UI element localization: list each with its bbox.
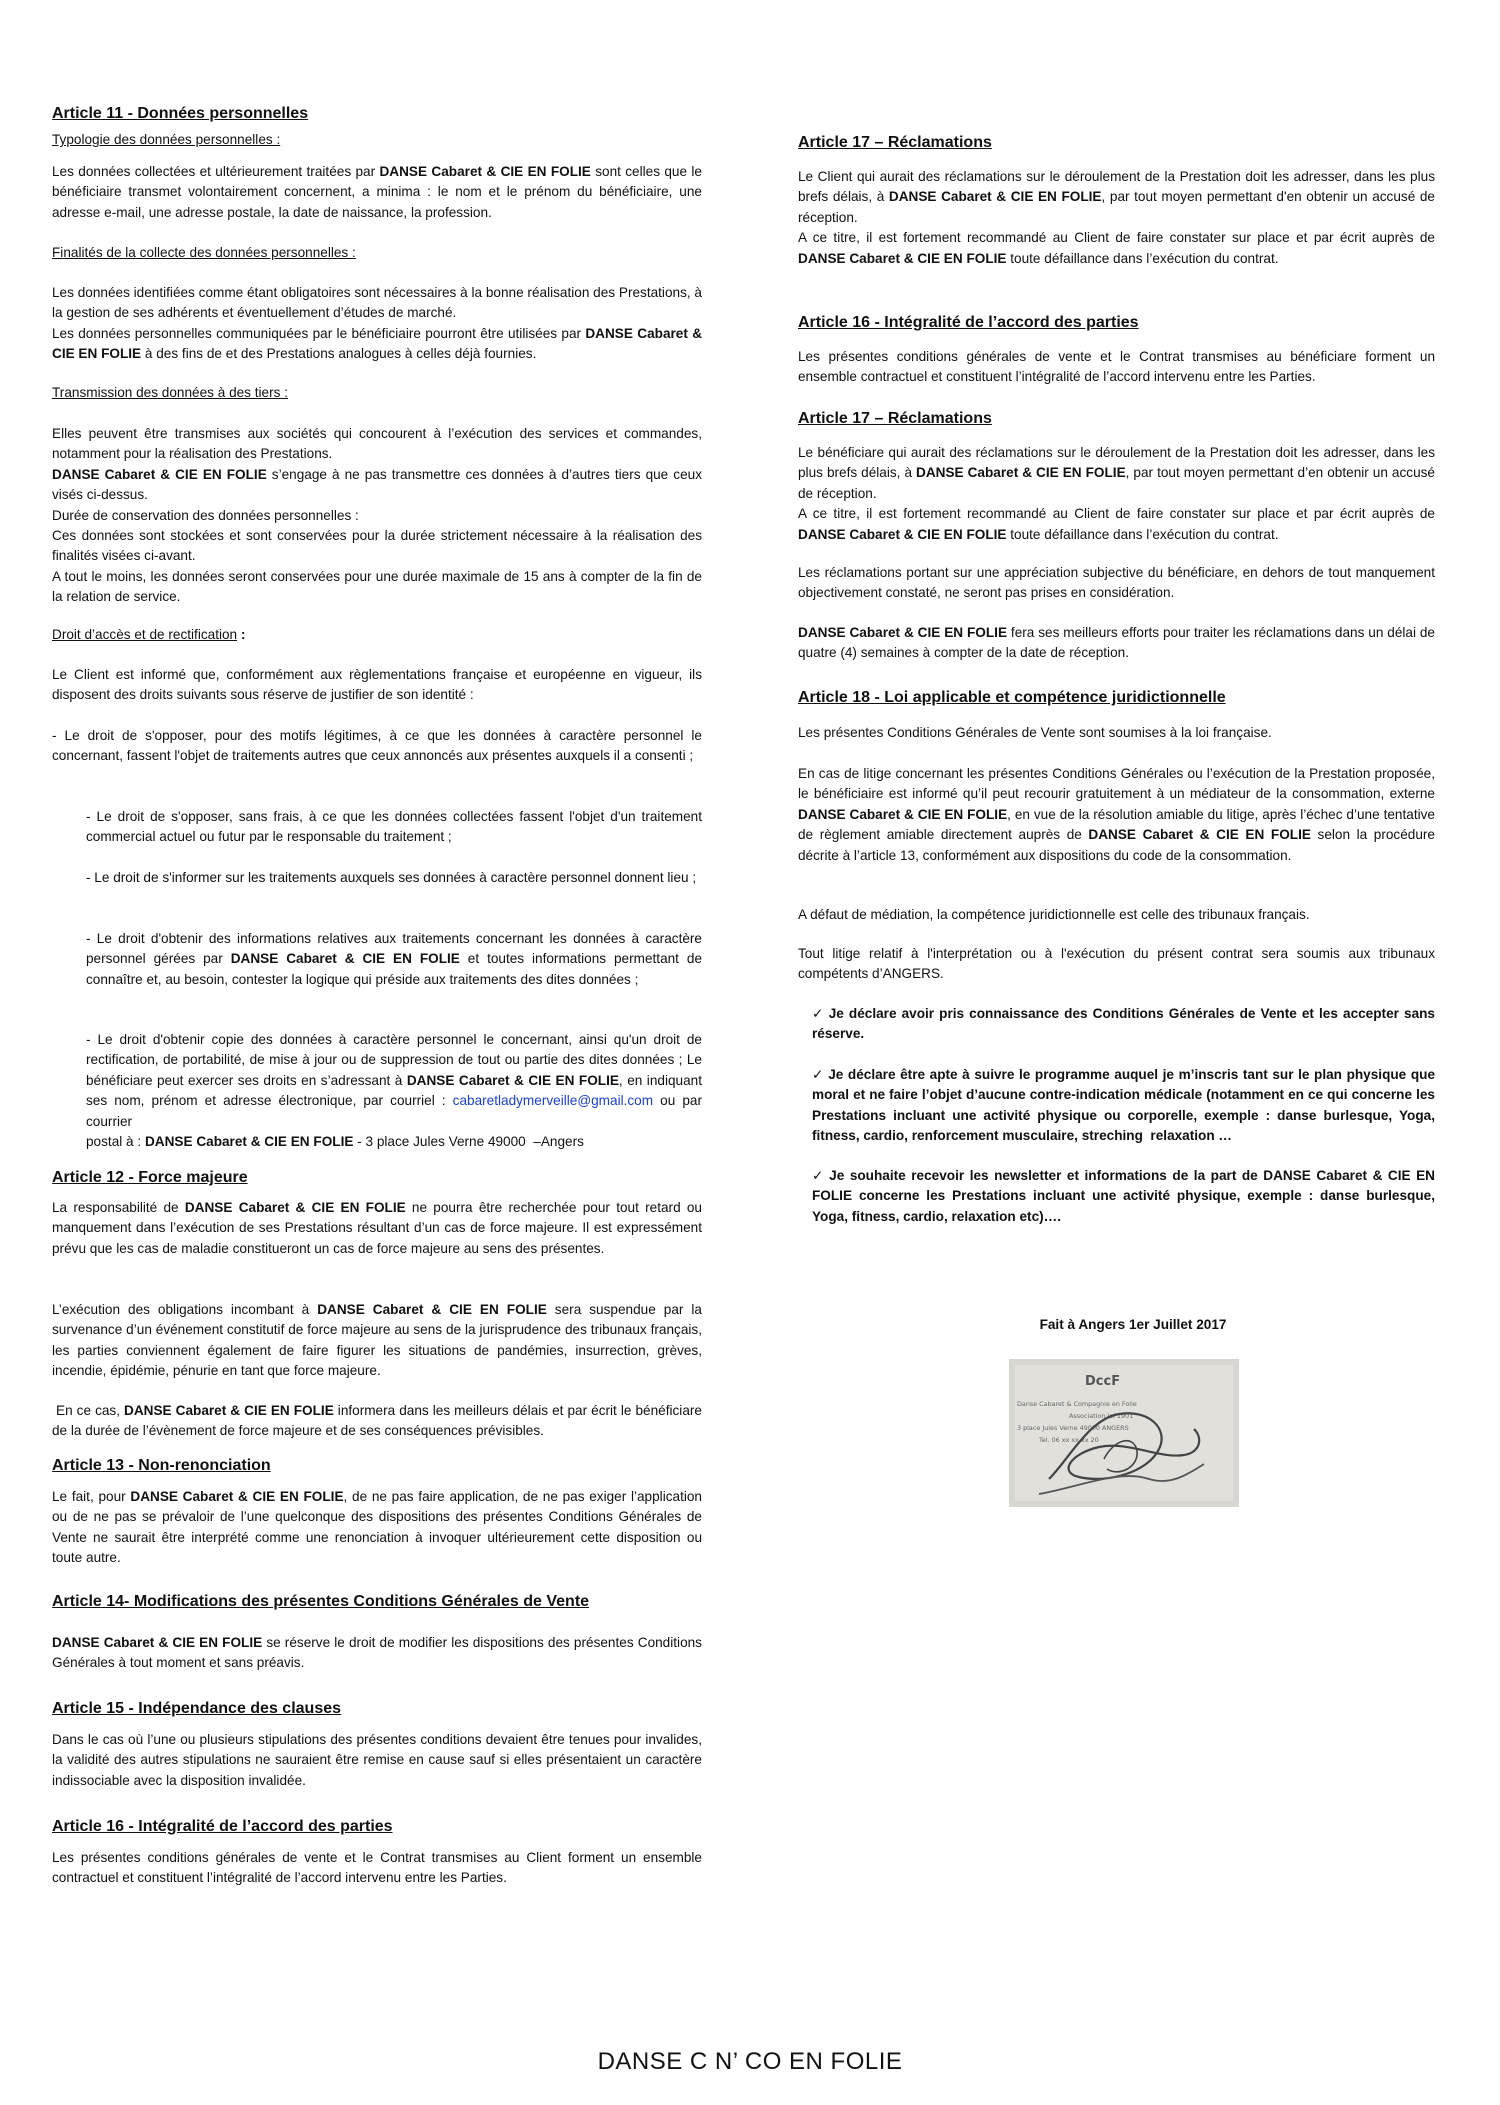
a11-subheading-typology: Typologie des données personnelles :: [52, 132, 281, 147]
article-15-title: Article 15 - Indépendance des clauses: [52, 1700, 342, 1717]
a11-paragraph-transmission: Elles peuvent être transmises aux sociétés qui concourent à l’exécution des services et commandes, notamment pour la réalisation des Prestations. DANSE Cabaret & CIE EN FOLIE s’engage à ne pas transmettre ces données à d’autres tiers que ceux visés ci-dessus. Durée de conservation des données personnelles : Ces données sont stockées et sont conservées pour la durée strictement nécessaire à la réalisation des finalités visées ci-avant. A tout le moins, les données seront conservées pour une durée maximale de 15 ans à compter de la fin de la relation de service.: [52, 426, 702, 605]
article-13-title: Article 13 - Non-renonciation: [52, 1457, 271, 1474]
a18-paragraph-3: A défaut de médiation, la compétence juridictionnelle est celle des tribunaux français.: [798, 907, 1310, 922]
a15-paragraph: Dans le cas où l’une ou plusieurs stipulations des présentes conditions devaient être tenues pour invalides, la validité des autres stipulations ne sauraient être remise en cause sauf si elles présentaient un caractère indissociable avec la disposition invalidée.: [52, 1732, 702, 1788]
stamp-line-3: 3 place Jules Verne 49000 ANGERS: [1017, 1424, 1129, 1432]
declaration-newsletter-optin[interactable]: ✓ Je souhaite recevoir les newsletter et informations de la part de DANSE Cabaret & CIE EN FOLIE concerne les Prestations incluant une activité physique, exemple : danse burlesque, Yoga, fitness, cardio, relaxation etc)….: [812, 1168, 1436, 1224]
article-11-title: Article 11 - Données personnelles: [52, 105, 309, 122]
a17a-paragraph: Le Client qui aurait des réclamations sur le déroulement de la Prestation doit les adresser, dans les plus brefs délais, à DANSE Cabaret & CIE EN FOLIE, par tout moyen permettant d'en obtenir un accusé de réception. A ce titre, il est fortement recommandé au Client de faire constater sur place et par écrit auprès de DANSE Cabaret & CIE EN FOLIE toute défaillance dans l’exécution du contrat.: [798, 169, 1435, 266]
a12-paragraph-3: En ce cas, DANSE Cabaret & CIE EN FOLIE informera dans les meilleurs délais et par écrit le bénéficiare de la durée de l’évènement de force majeure et de ses conséquences prévisibles.: [52, 1403, 702, 1439]
a11-right-copy-rectify: - Le droit d'obtenir copie des données à caractère personnel le concernant, ainsi qu'un droit de rectification, de portabilité, de mise à jour ou de suppression de tout ou partie des dites données ; Le bénéficiare peut exercer ses droits en s’adressant à DANSE Cabaret & CIE EN FOLIE, en indiquant ses nom, prénom et adresse électronique, par courriel : cabaretladymerveille@gmail.com ou par courrier postal à : DANSE Cabaret & CIE EN FOLIE - 3 place Jules Verne 49000 –Angers: [86, 1032, 702, 1150]
a11-paragraph-typology: Les données collectées et ultérieurement traitées par DANSE Cabaret & CIE EN FOLIE sont celles que le bénéficiaire transmet volontairement concernent, a minima : le nom et le prénom du bénéficiaire, une adresse e-mail, une adresse postale, la date de naissance, la profession.: [52, 164, 702, 220]
article-17b-title: Article 17 – Réclamations: [798, 410, 992, 427]
article-14-title: Article 14- Modifications des présentes Conditions Générales de Vente: [52, 1593, 590, 1610]
checkmark-icon: ✓: [812, 1006, 825, 1021]
stamp-title: DccF: [1085, 1374, 1121, 1389]
a11-subheading-transmission: Transmission des données à des tiers :: [52, 385, 288, 400]
a17b-paragraph-1: Le bénéficiare qui aurait des réclamations sur le déroulement de la Prestation doit les adresser, dans les plus brefs délais, à DANSE Cabaret & CIE EN FOLIE, par tout moyen permettant d’en obtenir un accusé de réception. A ce titre, il est fortement recommandé au Client de faire constater sur place et par écrit auprès de DANSE Cabaret & CIE EN FOLIE toute défaillance dans l’exécution du contrat.: [798, 445, 1435, 542]
signature-stamp: [1009, 1359, 1239, 1507]
a11-right-oppose-free: - Le droit de s'opposer, sans frais, à ce que les données collectées fassent l'objet d'un traitement commercial actuel ou futur par le responsable du traitement ;: [86, 809, 702, 845]
page-footer: DANSE C N’ CO EN FOLIE: [597, 2048, 903, 2075]
a13-paragraph: Le fait, pour DANSE Cabaret & CIE EN FOLIE, de ne pas faire application, de ne pas exiger l’application ou de ne pas se prévaloir de l’une quelconque des dispositions des présentes Conditions Générales de Vente ne saurait être interprété comme une renonciation à invoquer ultérieurement cette disposition ou toute autre.: [52, 1489, 702, 1566]
a17b-paragraph-2: Les réclamations portant sur une appréciation subjective du bénéficiare, en dehors de tout manquement objectivement constaté, ne seront pas prises en considération.: [798, 565, 1435, 601]
a12-paragraph-1: La responsabilité de DANSE Cabaret & CIE EN FOLIE ne pourra être recherchée pour tout retard ou manquement dans l’exécution de ses Prestations résultant d’un cas de force majeure. Il est expressément prévu que les cas de maladie constitueront un cas de force majeure au sens des présentes.: [52, 1200, 702, 1256]
a11-paragraph-purposes: Les données identifiées comme étant obligatoires sont nécessaires à la bonne réalisation des Prestations, à la gestion de ses adhérents et éventuellement d’études de marché. Les données personnelles communiquées par le bénéficiaire pourront être utilisées par DANSE Cabaret & CIE EN FOLIE à des fins de et des Prestations analogues à celles déjà fournies.: [52, 285, 703, 362]
declaration-medical-fitness[interactable]: ✓ Je déclare être apte à suivre le programme auquel je m’inscris tant sur le plan physique que moral et ne faire l’objet d’aucune contre-indication médicale (notamment en ce qui concerne les Prestations incluant une activité physique ou corporelle, exemple : danse burlesque, Yoga, fitness, cardio, renforcement musculaire, streching relaxation …: [812, 1067, 1435, 1144]
stamp-paper: [1015, 1365, 1233, 1501]
a11-right-obtain-info: - Le droit d'obtenir des informations relatives aux traitements concernant les données à caractère personnel gérées par DANSE Cabaret & CIE EN FOLIE et toutes informations permettant de connaître et, au besoin, contester la logique qui préside aux traitements des dites données ;: [86, 931, 703, 987]
a11-subheading-access-rights: Droit d’accès et de rectification :: [52, 627, 246, 642]
a17b-paragraph-3: DANSE Cabaret & CIE EN FOLIE fera ses meilleurs efforts pour traiter les réclamations dans un délai de quatre (4) semaines à compter de la date de réception.: [798, 625, 1435, 661]
stamp-line-2: Association loi 1901: [1069, 1412, 1134, 1420]
a14-paragraph: DANSE Cabaret & CIE EN FOLIE se réserve le droit de modifier les dispositions des présentes Conditions Générales à tout moment et sans préavis.: [52, 1635, 702, 1671]
article-18-title: Article 18 - Loi applicable et compétence juridictionnelle: [798, 689, 1226, 706]
a16-right-paragraph: Les présentes conditions générales de vente et le Contrat transmises au bénéficiare forment un ensemble contractuel et constituent l’intégralité de l’accord intervenu entre les Parties.: [798, 349, 1435, 385]
article-17a-title: Article 17 – Réclamations: [798, 134, 992, 151]
a18-paragraph-4: Tout litige relatif à l'interprétation ou à l'exécution du présent contrat sera soumis aux tribunaux compétents d’ANGERS.: [798, 946, 1435, 982]
article-16-right-title: Article 16 - Intégralité de l’accord des parties: [798, 314, 1139, 331]
a18-paragraph-1: Les présentes Conditions Générales de Vente sont soumises à la loi française.: [798, 725, 1272, 740]
article-16-title: Article 16 - Intégralité de l’accord des parties: [52, 1818, 393, 1835]
article-12-title: Article 12 - Force majeure: [52, 1169, 248, 1186]
signed-at-line: Fait à Angers 1er Juillet 2017: [1039, 1317, 1227, 1332]
a11-right-oppose: - Le droit de s'opposer, pour des motifs légitimes, à ce que les données à caractère personnel le concernant, fassent l'objet de traitements autres que ceux annoncés aux présentes auxquels il a consenti ;: [52, 728, 702, 764]
declaration-accept-terms[interactable]: ✓ Je déclare avoir pris connaissance des Conditions Générales de Vente et les accepter sans réserve.: [812, 1006, 1435, 1042]
stamp-line-1: Danse Cabaret & Compagnie en Folie: [1017, 1400, 1137, 1408]
a12-paragraph-2: L’exécution des obligations incombant à DANSE Cabaret & CIE EN FOLIE sera suspendue par la survenance d’un événement constitutif de force majeure au sens de la jurisprudence des tribunaux français, les parties conviennent également de faire figurer les situations de pandémies, insurrection, grèves, incendie, épidémie, pénurie en tant que force majeure.: [52, 1302, 702, 1379]
a11-right-inform: - Le droit de s'informer sur les traitements auxquels ses données à caractère personnel donnent lieu ;: [86, 870, 697, 885]
stamp-line-4: Tel. 06 xx xx xx 20: [1039, 1436, 1099, 1444]
a18-paragraph-2: En cas de litige concernant les présentes Conditions Générales ou l’exécution de la Prestation proposée, le bénéficiaire est informé qu’il peut recourir gratuitement à un médiateur de la consommation, externe DANSE Cabaret & CIE EN FOLIE, en vue de la résolution amiable du litige, après l’échec d’une tentative de règlement amiable directement auprès de DANSE Cabaret & CIE EN FOLIE selon la procédure décrite à l’article 13, conformément aux dispositions du code de la consommation.: [798, 766, 1435, 863]
checkmark-icon: ✓: [812, 1168, 826, 1183]
a11-paragraph-rights-intro: Le Client est informé que, conformément aux règlementations française et européenne en vigueur, ils disposent des droits suivants sous réserve de justifier de son identité :: [52, 667, 702, 703]
a11-subheading-purposes: Finalités de la collecte des données personnelles :: [52, 245, 356, 260]
checkmark-icon: ✓: [812, 1067, 825, 1082]
a16-paragraph: Les présentes conditions générales de vente et le Contrat transmises au Client forment un ensemble contractuel et constituent l’intégralité de l’accord intervenu entre les Parties.: [52, 1850, 702, 1886]
